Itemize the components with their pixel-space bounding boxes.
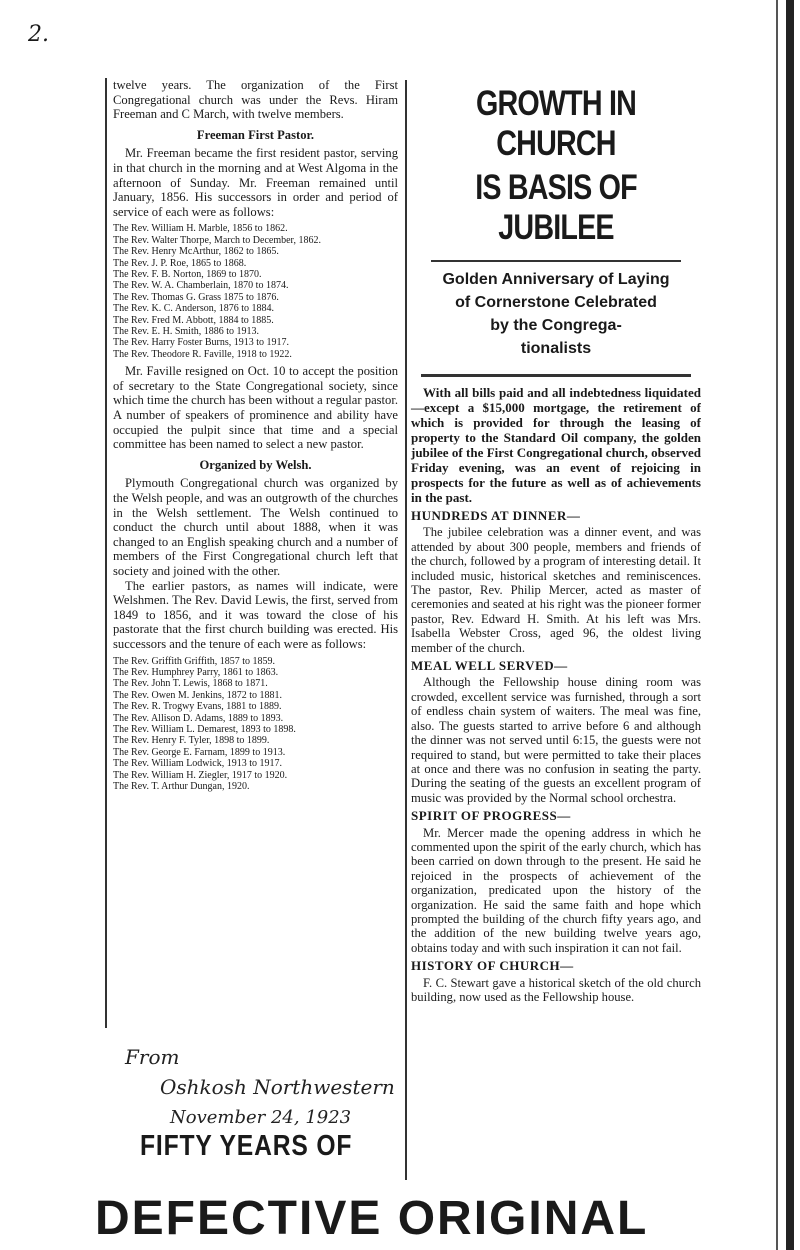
freeman-paragraph: Mr. Freeman became the first resident pastor, serving in that church in the morning and at West Algoma in the afternoon of Sunday. Mr. Freeman remained until January, 1856. His successors in order and period of service of each were as follows: <box>113 146 398 219</box>
list-item: The Rev. T. Arthur Dungan, 1920. <box>113 780 250 792</box>
list-item: The Rev. Owen M. Jenkins, 1872 to 1881. <box>113 689 283 701</box>
intro-paragraph: twelve years. The organization of the First Congregational church was under the Revs. Hiram Freeman and C March, with twelve members. <box>113 78 398 122</box>
meal-paragraph: Although the Fellowship house dining room was crowded, excellent service was furnished, through a sort of endless chain system of waiters. The meal was fine, also. The guests started to arrive before 6 and although the dinner was not served until 6:15, the guests were not required to stand, but were permitted to take their places at once and there was no confusion in seating the party. During the seating of the guests an excellent program of music was provided by the Normal school orchestra. <box>411 675 701 805</box>
left-article-column <box>105 78 398 1028</box>
list-item: The Rev. William H. Ziegler, 1917 to 1920. <box>113 769 288 781</box>
progress-paragraph: Mr. Mercer made the opening address in which he commented upon the spirit of the early church, which has been carried on down through to the present. He said he rejoiced in the prospects of achievement of the organization, predicated upon the history of the organization. He said the same faith and hope which prompted the building of the church fifty years ago, and the addition of the new building twelve years ago, obtains today and with such inspiration it can not fail. <box>411 825 701 955</box>
lead-paragraph: With all bills paid and all indebtedness liquidated—except a $15,000 mortgage, the retirement of which is provided for through the leasing of property to the Standard Oil company, the golden jubilee of the First Congregational church, observed Friday evening, was an event of rejoicing in prospects for the future as well as of achievements in the past. <box>411 385 701 505</box>
deck-line-4: tionalists <box>520 340 592 357</box>
list-item: The Rev. W. A. Chamberlain, 1870 to 1874. <box>113 280 289 292</box>
deck-line-2: of Cornerstone Celebrated <box>455 294 657 311</box>
list-item: The Rev. Henry McArthur, 1862 to 1865. <box>113 246 279 258</box>
section-heading-meal: MEAL WELL SERVED— <box>411 658 568 674</box>
list-item: The Rev. J. P. Roe, 1865 to 1868. <box>113 257 247 269</box>
list-item: The Rev. Harry Foster Burns, 1913 to 1917. <box>113 337 289 349</box>
list-item: The Rev. K. C. Anderson, 1876 to 1884. <box>113 303 275 315</box>
deck-divider <box>421 374 691 377</box>
earlier-pastors-paragraph: The earlier pastors, as names will indicate, were Welshmen. The Rev. David Lewis, the first, served from 1849 to 1856, and it was toward the close of his pastorate that the first church building was erected. His successors and the tenure of each were as follows: <box>113 578 398 651</box>
list-item: The Rev. Theodore R. Faville, 1918 to 1922. <box>113 348 292 360</box>
subheading-freeman: Freeman First Pastor. <box>196 127 315 142</box>
list-item: The Rev. Walter Thorpe, March to December, 1862. <box>113 234 321 246</box>
note-line-date: November 24, 1923 <box>170 1107 352 1128</box>
subheading-welsh: Organized by Welsh. <box>199 457 312 472</box>
note-line-newspaper: Oshkosh Northwestern <box>160 1075 395 1099</box>
list-item: The Rev. Humphrey Parry, 1861 to 1863. <box>113 666 279 678</box>
list-item: The Rev. William H. Marble, 1856 to 1862. <box>113 223 288 235</box>
headline-line-2: IS BASIS OF JUBILEE <box>475 168 637 247</box>
page-number: 2. <box>28 22 49 47</box>
list-item: The Rev. Henry F. Tyler, 1898 to 1899. <box>113 735 270 747</box>
plymouth-paragraph: Plymouth Congregational church was organized by the Welsh people, and was an outgrowth of the churches in the Welsh settlement. The Welsh continued to conduct the church until about 1888, when it was changed to an English speaking church and a number of members of the First Congregational church left that society and joined with the other. <box>113 476 398 578</box>
pastor-list-first-church <box>113 223 398 360</box>
defective-original-stamp: DEFECTIVE ORIGINAL <box>95 1192 649 1245</box>
list-item: The Rev. John T. Lewis, 1868 to 1871. <box>113 678 268 690</box>
scan-edge-border <box>786 0 794 1250</box>
list-item: The Rev. Griffith Griffith, 1857 to 1859. <box>113 655 276 667</box>
deck-line-3: by the Congrega- <box>490 317 622 334</box>
list-item: The Rev. F. B. Norton, 1869 to 1870. <box>113 268 262 280</box>
list-item: The Rev. Thomas G. Grass 1875 to 1876. <box>113 291 279 303</box>
scan-edge-line <box>776 0 778 1250</box>
headline-line-1: GROWTH IN CHURCH <box>475 84 637 163</box>
section-heading-progress: SPIRIT OF PROGRESS— <box>411 808 571 824</box>
deck-line-1: Golden Anniversary of Laying <box>442 271 670 288</box>
list-item: The Rev. William Lodwick, 1913 to 1917. <box>113 758 283 770</box>
headline-divider <box>431 260 681 262</box>
list-item: The Rev. George E. Farnam, 1899 to 1913. <box>113 746 286 758</box>
list-item: The Rev. E. H. Smith, 1886 to 1913. <box>113 326 260 337</box>
list-item: The Rev. Fred M. Abbott, 1884 to 1885. <box>113 314 274 326</box>
partial-headline: FIFTY YEARS OF <box>140 1130 353 1162</box>
list-item: The Rev. Allison D. Adams, 1889 to 1893. <box>113 712 284 724</box>
right-article-column <box>405 80 701 1180</box>
list-item: The Rev. R. Trogwy Evans, 1881 to 1889. <box>113 701 282 713</box>
history-paragraph: F. C. Stewart gave a historical sketch of the old church building, now used as the Fellowship house. <box>411 975 701 1004</box>
list-item: The Rev. William L. Demarest, 1893 to 1898. <box>113 723 296 735</box>
faville-paragraph: Mr. Faville resigned on Oct. 10 to accept the position of secretary to the State Congregational society, since which time the church has been without a regular pastor. A number of speakers of prominence and ability have occupied the pulpit since that time and a special committee has been named to select a new pastor. <box>113 364 398 452</box>
note-line-from: From <box>125 1045 180 1069</box>
section-heading-dinner: HUNDREDS AT DINNER— <box>411 508 581 523</box>
section-heading-history: HISTORY OF CHURCH— <box>411 958 574 974</box>
pastor-list-plymouth <box>113 656 398 793</box>
dinner-paragraph: The jubilee celebration was a dinner event, and was attended by about 300 people, members and friends of the church, followed by a program of interesting detail. It included music, historical sketches and reminiscences. The pastor, Rev. Philip Mercer, acted as master of ceremonies and seated at his right was the pioneer former pastor, Rev. Edward H. Smith. At his left was Mrs. Isabella Webster Cross, aged 96, the oldest living member of the church. <box>411 525 701 655</box>
